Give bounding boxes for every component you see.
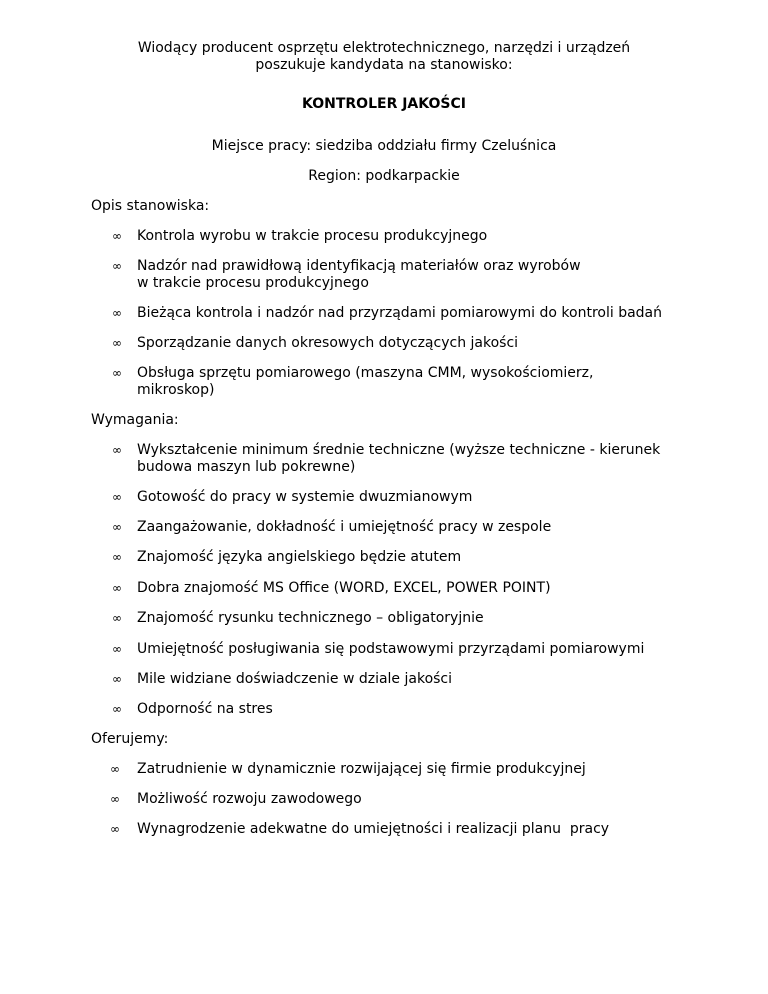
job-title: KONTROLER JAKOŚCI xyxy=(302,96,466,112)
item-text: Mile widziane doświadczenie w dziale jakości xyxy=(137,671,453,687)
item-text: Dobra znajomość MS Office (WORD, EXCEL, POWER POINT) xyxy=(137,580,551,596)
infinity-bullet-icon: ∞ xyxy=(112,702,122,716)
item-text: Bieżąca kontrola i nadzór nad przyrządami pomiarowymi do kontroli badań xyxy=(137,305,662,321)
item-text-cont: budowa maszyn lub pokrewne) xyxy=(137,459,356,475)
intro-line-1: Wiodący producent osprzętu elektrotechnicznego, narzędzi i urządzeń xyxy=(137,40,631,56)
section-heading-requirements: Wymagania: xyxy=(91,412,179,428)
item-text: Odporność na stres xyxy=(137,701,273,717)
item-text: Zaangażowanie, dokładność i umiejętność pracy w zespole xyxy=(137,519,552,535)
item-text: Znajomość języka angielskiego będzie atutem xyxy=(137,549,462,565)
infinity-bullet-icon: ∞ xyxy=(112,229,122,243)
item-text-cont: mikroskop) xyxy=(137,382,215,398)
infinity-bullet-icon: ∞ xyxy=(110,762,120,776)
item-text: Kontrola wyrobu w trakcie procesu produkcyjnego xyxy=(137,228,488,244)
item-text-cont: w trakcie procesu produkcyjnego xyxy=(137,275,369,291)
infinity-bullet-icon: ∞ xyxy=(112,550,122,564)
infinity-bullet-icon: ∞ xyxy=(112,581,122,595)
item-text: Możliwość rozwoju zawodowego xyxy=(137,791,362,807)
infinity-bullet-icon: ∞ xyxy=(112,336,122,350)
infinity-bullet-icon: ∞ xyxy=(110,822,120,836)
item-text: Wynagrodzenie adekwatne do umiejętności i realizacji planu pracy xyxy=(137,821,610,837)
workplace: Miejsce pracy: siedziba oddziału firmy Czeluśnica xyxy=(211,138,557,154)
item-text: Umiejętność posługiwania się podstawowymi przyrządami pomiarowymi xyxy=(137,641,645,657)
infinity-bullet-icon: ∞ xyxy=(112,259,122,273)
infinity-bullet-icon: ∞ xyxy=(112,366,122,380)
item-text: Wykształcenie minimum średnie techniczne (wyższe techniczne - kierunek xyxy=(137,442,661,458)
infinity-bullet-icon: ∞ xyxy=(110,792,120,806)
infinity-bullet-icon: ∞ xyxy=(112,490,122,504)
infinity-bullet-icon: ∞ xyxy=(112,611,122,625)
item-text: Sporządzanie danych okresowych dotyczących jakości xyxy=(137,335,519,351)
section-heading-description: Opis stanowiska: xyxy=(91,198,210,214)
item-text: Znajomość rysunku technicznego – obligatoryjnie xyxy=(137,610,484,626)
item-text: Nadzór nad prawidłową identyfikacją materiałów oraz wyrobów xyxy=(137,258,581,274)
item-text: Obsługa sprzętu pomiarowego (maszyna CMM, wysokościomierz, xyxy=(137,365,594,381)
intro xyxy=(0,40,768,74)
section-heading-offer: Oferujemy: xyxy=(91,731,169,747)
infinity-bullet-icon: ∞ xyxy=(112,672,122,686)
region: Region: podkarpackie xyxy=(308,168,460,184)
infinity-bullet-icon: ∞ xyxy=(112,443,122,457)
intro-line-2: poszukuje kandydata na stanowisko: xyxy=(255,57,513,73)
infinity-bullet-icon: ∞ xyxy=(112,520,122,534)
infinity-bullet-icon: ∞ xyxy=(112,306,122,320)
infinity-bullet-icon: ∞ xyxy=(112,642,122,656)
item-text: Zatrudnienie w dynamicznie rozwijającej się firmie produkcyjnej xyxy=(137,761,586,777)
item-text: Gotowość do pracy w systemie dwuzmianowym xyxy=(137,489,473,505)
